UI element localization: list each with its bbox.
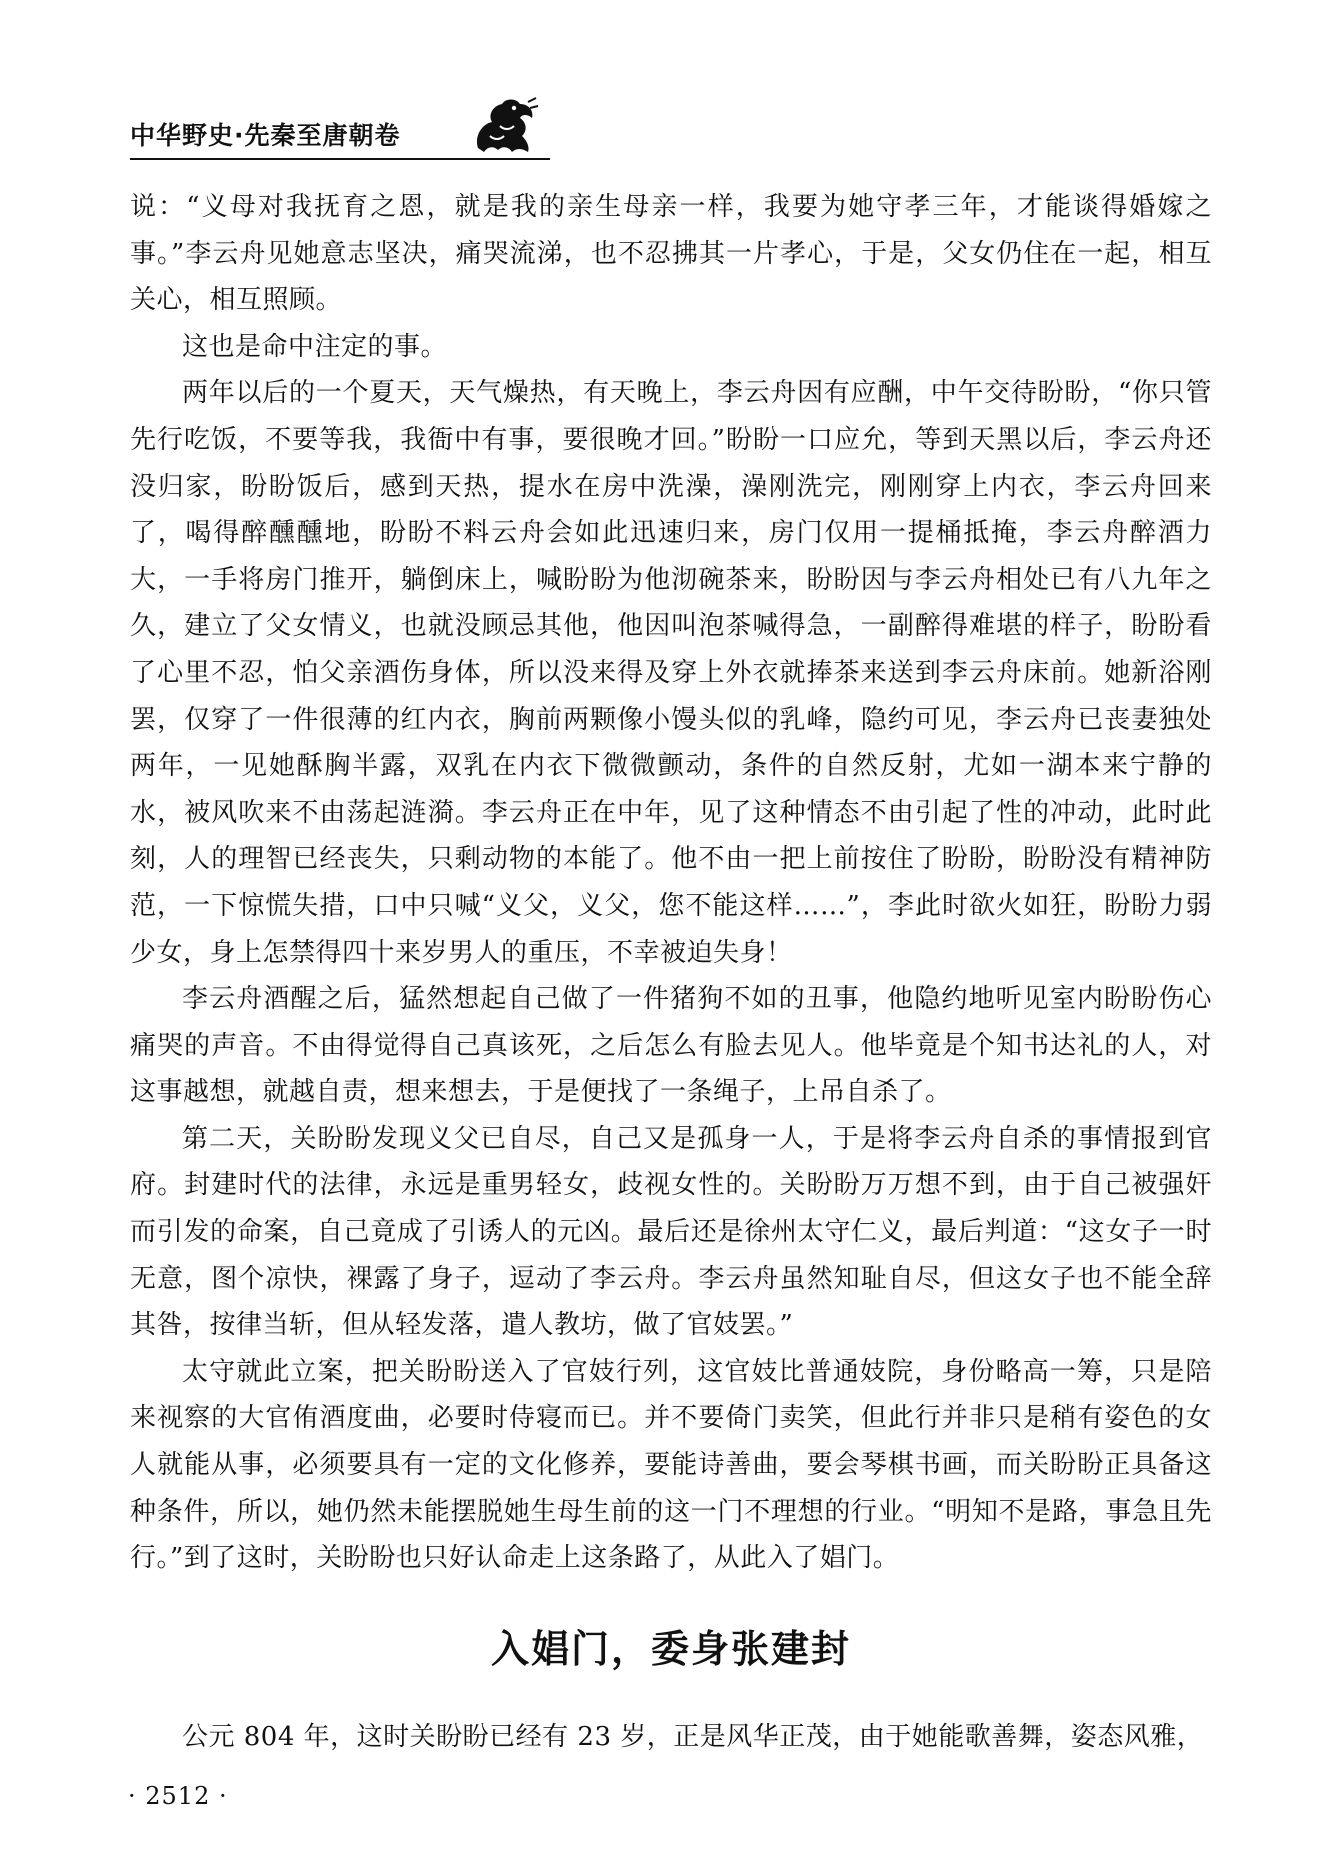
- paragraph: 第二天，关盼盼发现义父已自尽，自己又是孤身一人，于是将李云舟自杀的事情报到官府。封建时代的法律，永远是重男轻女，歧视女性的。关盼盼万万想不到，由于自己被强奸而引发的命案，自己竟成了引诱人的元凶。最后还是徐州太守仁义，最后判道：“这女子一时无意，图个凉快，裸露了身子，逗动了李云舟。李云舟虽然知耻自尽，但这女子也不能全辞其咎，按律当斩，但从轻发落，遣人教坊，做了官妓罢。”: [130, 1123, 1212, 1341]
- header-rule: [130, 158, 550, 160]
- page-number: · 2512 ·: [128, 1782, 228, 1810]
- paragraph: 这也是命中注定的事。: [182, 331, 448, 362]
- paragraph: 李云舟酒醒之后，猛然想起自己做了一件猪狗不如的丑事，他隐约地听见室内盼盼伤心痛哭的声音。不由得觉得自己真该死，之后怎么有脸去见人。他毕竟是个知书达礼的人，对这事越想，就越自责，想来想去，于是便找了一条绳子，上吊自杀了。: [130, 984, 1212, 1108]
- paragraph: 公元 804 年，这时关盼盼已经有 23 岁，正是风华正茂，由于她能歌善舞，姿态风雅，: [182, 1722, 1204, 1752]
- body-text: [130, 184, 1212, 1582]
- book-title: 中华野史·先秦至唐朝卷: [130, 121, 401, 150]
- paragraph: 两年以后的一个夏天，天气燥热，有天晚上，李云舟因有应酬，中午交待盼盼，“你只管先行吃饭，不要等我，我衙中有事，要很晚才回。”盼盼一口应允，等到天黑以后，李云舟还没归家，盼盼饭后，感到天热，提水在房中洗澡，澡刚洗完，刚刚穿上内衣，李云舟回来了，喝得醉醺醺地，盼盼不料云舟会如此迅速归来，房门仅用一提桶抵掩，李云舟醉酒力大，一手将房门推开，躺倒床上，喊盼盼为他沏碗茶来，盼盼因与李云舟相处已有八九年之久，建立了父女情义，也就没顾忌其他，他因叫泡茶喊得急，一副醉得难堪的样子，盼盼看了心里不忍，怕父亲酒伤身体，所以没来得及穿上外衣就捧茶来送到李云舟床前。她新浴刚罢，仅穿了一件很薄的红内衣，胸前两颗像小馒头似的乳峰，隐约可见，李云舟已丧妻独处两年，一见她酥胸半露，双乳在内衣下微微颤动，条件的自然反射，尤如一湖本来宁静的水，被风吹来不由荡起涟漪。李云舟正在中年，见了这种情态不由引起了性的冲动，此时此刻，人的理智已经丧失，只剩动物的本能了。他不由一把上前按住了盼盼，盼盼没有精神防范，一下惊慌失措，口中只喊“义父，义父，您不能这样……”，李此时欲火如狂，盼盼力弱少女，身上怎禁得四十来岁男人的重压，不幸被迫失身！: [130, 378, 1212, 968]
- paragraph: 说：“义母对我抚育之恩，就是我的亲生母亲一样，我要为她守孝三年，才能谈得婚嫁之事。”李云舟见她意志坚决，痛哭流涕，也不忍拂其一片孝心，于是，父女仍住在一起，相互关心，相互照顾。: [130, 192, 1212, 316]
- section-body: [130, 1714, 1212, 1761]
- section-heading: 入娼门，委身张建封: [490, 1627, 851, 1671]
- paragraph: 太守就此立案，把关盼盼送入了官妓行列，这官妓比普通妓院，身份略高一筹，只是陪来视察的大官侑酒度曲，必要时侍寝而已。并不要倚门卖笑，但此行并非只是稍有姿色的女人就能从事，必须要具有一定的文化修养，要能诗善曲，要会琴棋书画，而关盼盼正具备这种条件，所以，她仍然未能摆脱她生母生前的这一门不理想的行业。“明知不是路，事急且先行。”到了这时，关盼盼也只好认命走上这条路了，从此入了娼门。: [130, 1356, 1212, 1574]
- running-header: [130, 96, 550, 162]
- dragon-icon: [470, 96, 540, 158]
